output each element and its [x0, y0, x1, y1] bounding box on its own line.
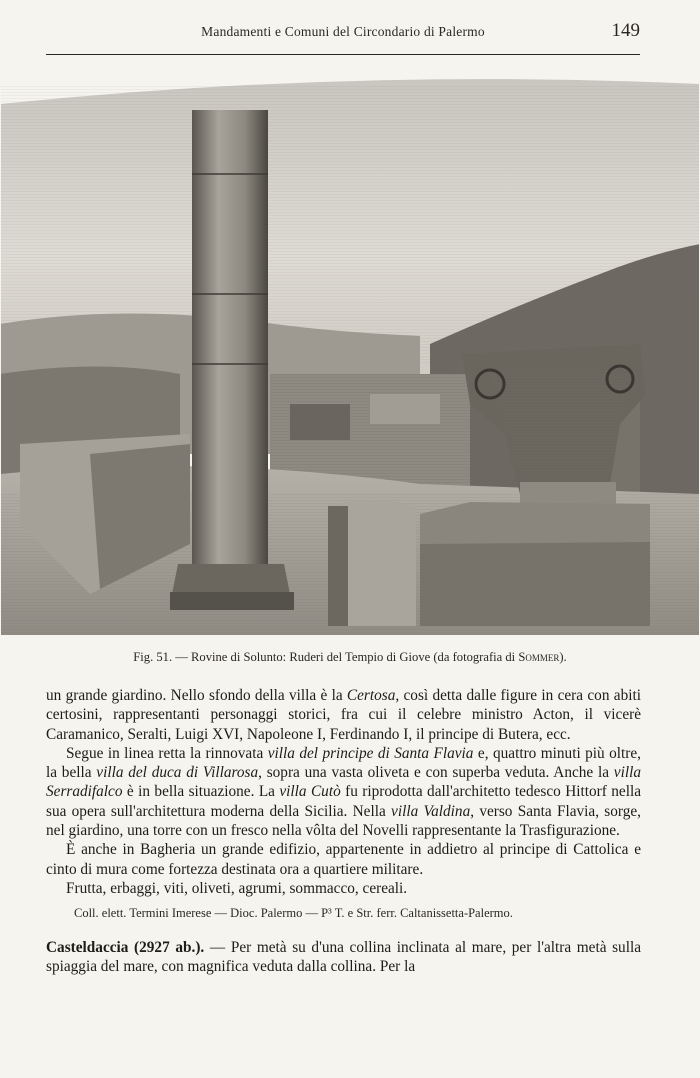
text-run: , sopra una vasta oliveta e con superba veduta. Anche la	[258, 764, 614, 782]
page-number: 149	[611, 20, 640, 41]
text-run: — Per metà su d'una collina inclinata al mare, per l'altra metà sulla spiaggia del mare, con magnifica veduta dalla collina. Per la	[46, 938, 641, 975]
town-name: Casteldaccia (2927 ab.).	[46, 938, 205, 956]
italic-villa-cuto: villa Cutò	[279, 783, 341, 801]
italic-villa-serradifalco: villa Serradifalco	[46, 764, 641, 801]
text-run: è in bella situazione. La	[122, 783, 280, 801]
text-run: Segue in linea retta la rinnovata	[66, 744, 268, 762]
column-shaft	[192, 110, 268, 570]
italic-certosa: Certosa	[346, 687, 396, 704]
text-run: , verso Santa Flavia, sorge, nel giardino, una torre con un fresco nella vôlta del Novelli rappresentante la Trasfigurazione.	[46, 802, 641, 840]
text-run: e, quattro minuti più oltre, la bella	[46, 744, 642, 782]
text-run: un grande giardino. Nello sfondo della villa è la	[46, 687, 347, 704]
page-header	[46, 14, 640, 55]
text-run: , così detta dalle figure in cera con abiti certosini, rappresentanti personaggi storici, fra cui il celebre ministro Acton, il vicerè Caramanico, Seralti, Luigi XVI, Napoleone I, Ferdinando I, il principe di Butera, ecc.	[46, 687, 641, 743]
electoral-note: Coll. elett. Termini Imerese — Dioc. Palermo — P³ T. e Str. ferr. Caltanissetta-Palermo.	[74, 906, 513, 921]
engraving-illustration	[0, 74, 700, 636]
column-base	[172, 564, 290, 594]
body-text	[46, 686, 641, 976]
paragraph-5	[46, 938, 641, 977]
paragraph-4: Frutta, erbaggi, viti, oliveti, agrumi, sommacco, cereali.	[66, 879, 408, 897]
italic-villa-santa-flavia: villa del principe di Santa Flavia	[267, 744, 474, 762]
caption-text: Fig. 51. — Rovine di Solunto: Ruderi del Tempio di Giove (da fotografia di	[133, 650, 519, 664]
italic-villa-villarosa: villa del duca di Villarosa	[96, 764, 259, 782]
paragraph-3: È anche in Bagheria un grande edifizio, appartenente in addietro al principe di Cattolica e cinto di mura come fortezza destinata ora a quartiere militare.	[46, 841, 641, 878]
text-run: fu riprodotta dall'architetto tedesco Hittorf nella sua opera sull'architettura moderna della Sicilia. Nella	[46, 783, 641, 820]
italic-villa-valdina: villa Valdina	[391, 802, 471, 820]
paragraph-1	[46, 686, 641, 744]
caption-end: ).	[559, 650, 567, 664]
caption-author: Sommer	[518, 650, 560, 664]
figure-caption	[20, 650, 680, 665]
paragraph-2	[46, 744, 641, 840]
running-head: Mandamenti e Comuni del Circondario di Palermo	[201, 24, 485, 39]
